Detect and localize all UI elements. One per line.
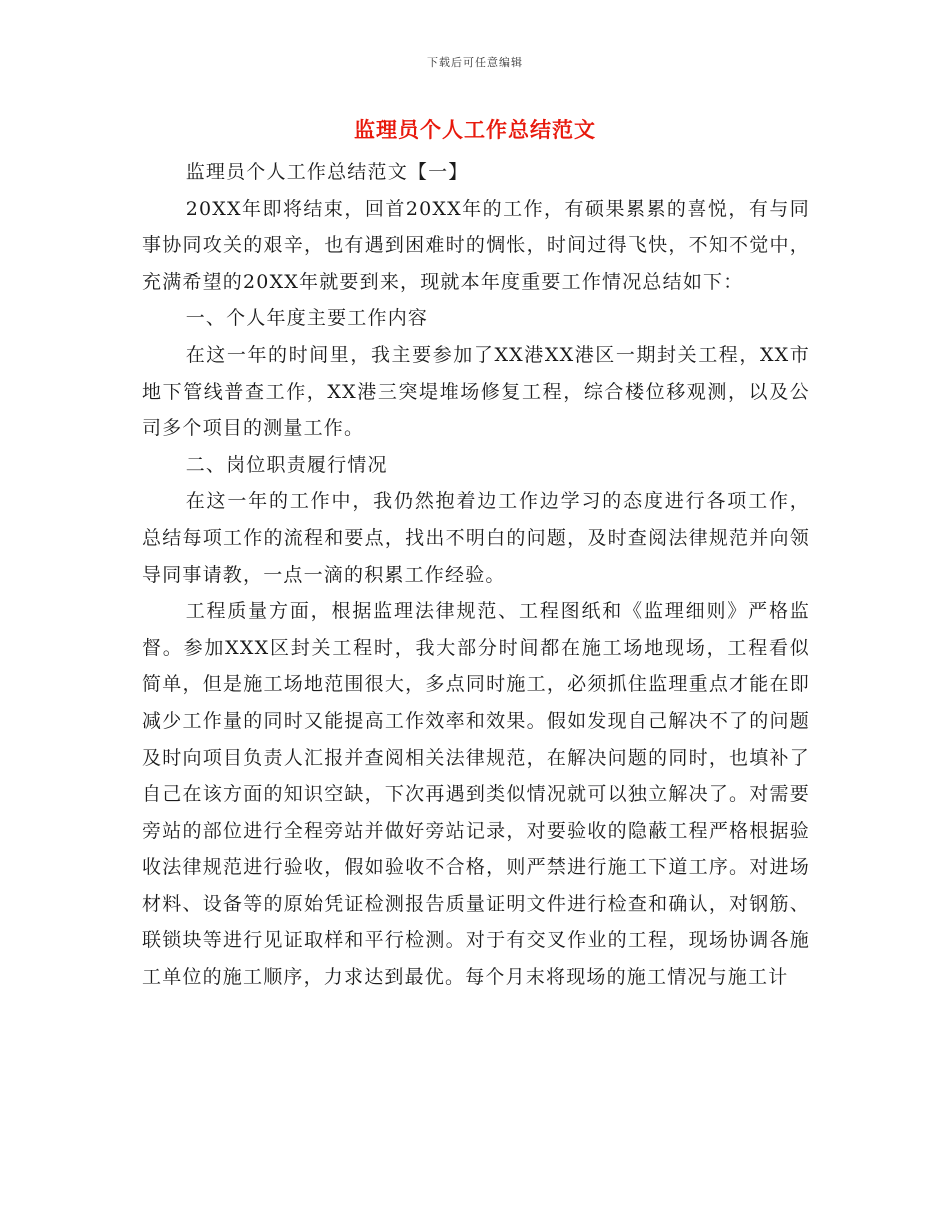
document-body <box>142 154 810 996</box>
document-title: 监理员个人工作总结范文 <box>354 117 596 142</box>
paragraph-quality: 工程质量方面，根据监理法律规范、工程图纸和《监理细则》严格监督。参加XXX区封关工程时，我大部分时间都在施工场地现场，工程看似简单，但是施工场地范围很大，多点同时施工，必须抓住监理重点才能在即减少工作量的同时又能提高工作效率和效果。假如发现自己解决不了的问题及时向项目负责人汇报并查阅相关法律规范，在解决问题的同时，也填补了自己在该方面的知识空缺，下次再遇到类似情况就可以独立解决了。对需要旁站的部位进行全程旁站并做好旁站记录，对要验收的隐蔽工程严格根据验收法律规范进行验收，假如验收不合格，则严禁进行施工下道工序。对进场材料、设备等的原始凭证检测报告质量证明文件进行检查和确认，对钢筋、联锁块等进行见证取样和平行检测。对于有交叉作业的工程，现场协调各施工单位的施工顺序，力求达到最优。每个月末将现场的施工情况与施工计 <box>142 600 810 989</box>
paragraph-duties: 在这一年的工作中，我仍然抱着边工作边学习的态度进行各项工作，总结每项工作的流程和要点，找出不明白的问题，及时查阅法律规范并向领导同事请教，一点一滴的积累工作经验。 <box>142 490 810 586</box>
paragraph-work-content: 在这一年的时间里，我主要参加了XX港XX港区一期封关工程，XX市地下管线普查工作，XX港三突堤堆场修复工程，综合楼位移观测，以及公司多个项目的测量工作。 <box>142 343 810 440</box>
header-note: 下载后可任意编辑 <box>427 56 523 69</box>
section-heading-work-content: 一、个人年度主要工作内容 <box>185 307 429 330</box>
paragraph-intro: 20XX年即将结束，回首20XX年的工作，有硕果累累的喜悦，有与同事协同攻关的艰辛，也有遇到困难时的惆怅，时间过得飞快，不知不觉中，充满希望的20XX年就要到来，现就本年度重要工作情况总结如下： <box>142 197 810 293</box>
section-heading: 监理员个人工作总结范文【一】 <box>185 161 469 183</box>
section-heading-duties: 二、岗位职责履行情况 <box>185 453 388 476</box>
